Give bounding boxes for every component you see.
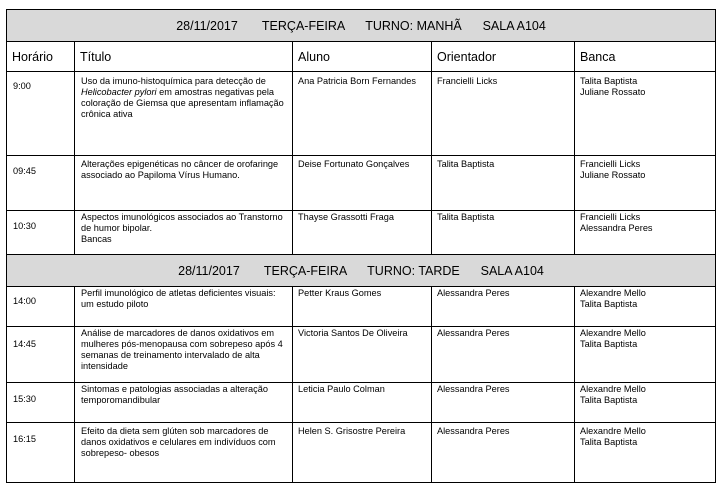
panel-member: Alessandra Peres xyxy=(580,223,653,233)
time-cell: 15:30 xyxy=(7,383,75,423)
advisor-cell: Talita Baptista xyxy=(432,211,575,255)
table-row xyxy=(7,156,716,211)
session-banner-morning xyxy=(7,10,716,42)
session-header xyxy=(7,10,716,42)
panel-member: Alexandre Mello xyxy=(580,288,646,298)
panel-member: Alexandre Mello xyxy=(580,328,646,338)
table-row xyxy=(7,287,716,327)
panel-member: Talita Baptista xyxy=(580,395,638,405)
advisor-cell: Alessandra Peres xyxy=(432,383,575,423)
title-italic: Helicobacter pylori xyxy=(81,87,157,97)
title-cell: Perfil imunológico de atletas deficientes visuais: um estudo piloto xyxy=(75,287,293,327)
panel-member: Juliane Rossato xyxy=(580,170,646,180)
advisor-cell: Alessandra Peres xyxy=(432,423,575,483)
session-banner-afternoon xyxy=(7,255,716,287)
time-cell: 9:00 xyxy=(7,72,75,156)
session-weekday: TERÇA-FEIRA xyxy=(263,263,347,278)
advisor-cell: Alessandra Peres xyxy=(432,327,575,383)
panel-cell xyxy=(575,72,716,156)
title-cell: Efeito da dieta sem glúten sob marcadores de danos oxidativos e celulares em indivíduos com sobrepeso- obesos xyxy=(75,423,293,483)
panel-cell xyxy=(575,423,716,483)
column-header-advisor: Orientador xyxy=(432,42,575,72)
title-text: Uso da imuno-histoquímica para detecção de xyxy=(81,76,266,86)
title-cell: Sintomas e patologias associadas a alteração temporomandibular xyxy=(75,383,293,423)
defense-schedule xyxy=(6,9,715,483)
title-extra: Bancas xyxy=(81,234,112,244)
advisor-cell: Alessandra Peres xyxy=(432,287,575,327)
table-row xyxy=(7,327,716,383)
panel-member: Juliane Rossato xyxy=(580,87,646,97)
panel-member: Francielli Licks xyxy=(580,212,641,222)
time-cell: 16:15 xyxy=(7,423,75,483)
session-room: SALA A104 xyxy=(482,18,546,33)
student-cell: Deise Fortunato Gonçalves xyxy=(293,156,432,211)
column-header-student: Aluno xyxy=(293,42,432,72)
table-row xyxy=(7,72,716,156)
panel-member: Alexandre Mello xyxy=(580,426,646,436)
advisor-cell: Francielli Licks xyxy=(432,72,575,156)
panel-member: Talita Baptista xyxy=(580,299,638,309)
session-shift: TURNO: MANHÃ xyxy=(365,18,462,33)
panel-cell xyxy=(575,211,716,255)
schedule-table xyxy=(6,9,716,483)
panel-member: Alexandre Mello xyxy=(580,384,646,394)
student-cell: Petter Kraus Gomes xyxy=(293,287,432,327)
panel-member: Talita Baptista xyxy=(580,437,638,447)
panel-cell xyxy=(575,327,716,383)
student-cell: Leticia Paulo Colman xyxy=(293,383,432,423)
column-header-title: Título xyxy=(75,42,293,72)
student-cell: Helen S. Grisostre Pereira xyxy=(293,423,432,483)
title-cell xyxy=(75,211,293,255)
time-cell: 14:45 xyxy=(7,327,75,383)
table-row xyxy=(7,211,716,255)
session-date: 28/11/2017 xyxy=(176,18,238,33)
title-text: Aspectos imunológicos associados ao Transtorno de humor bipolar. xyxy=(81,212,283,233)
panel-cell xyxy=(575,156,716,211)
table-row xyxy=(7,423,716,483)
student-cell: Ana Patricia Born Fernandes xyxy=(293,72,432,156)
table-row xyxy=(7,383,716,423)
time-cell: 14:00 xyxy=(7,287,75,327)
column-header-panel: Banca xyxy=(575,42,716,72)
panel-member: Talita Baptista xyxy=(580,76,638,86)
title-cell xyxy=(75,72,293,156)
title-cell: Análise de marcadores de danos oxidativos em mulheres pós-menopausa com sobrepeso após 4 semanas de treinamento intervalado de alta intensidade xyxy=(75,327,293,383)
session-date: 28/11/2017 xyxy=(178,263,240,278)
session-room: SALA A104 xyxy=(480,263,544,278)
student-cell: Thayse Grassotti Fraga xyxy=(293,211,432,255)
advisor-cell: Talita Baptista xyxy=(432,156,575,211)
panel-member: Talita Baptista xyxy=(580,339,638,349)
time-cell: 09:45 xyxy=(7,156,75,211)
column-header-time: Horário xyxy=(7,42,75,72)
title-cell: Alterações epigenéticas no câncer de orofaringe associado ao Papiloma Vírus Humano. xyxy=(75,156,293,211)
panel-cell xyxy=(575,383,716,423)
title-text: em amostras negativas pela coloração de Giemsa que apresentam inflamação crônica ativa xyxy=(81,87,284,119)
panel-cell xyxy=(575,287,716,327)
session-shift: TURNO: TARDE xyxy=(367,263,460,278)
panel-member: Francielli Licks xyxy=(580,159,641,169)
student-cell: Victoria Santos De Oliveira xyxy=(293,327,432,383)
column-header-row xyxy=(7,42,716,72)
session-weekday: TERÇA-FEIRA xyxy=(261,18,345,33)
time-cell: 10:30 xyxy=(7,211,75,255)
session-header xyxy=(7,255,716,287)
